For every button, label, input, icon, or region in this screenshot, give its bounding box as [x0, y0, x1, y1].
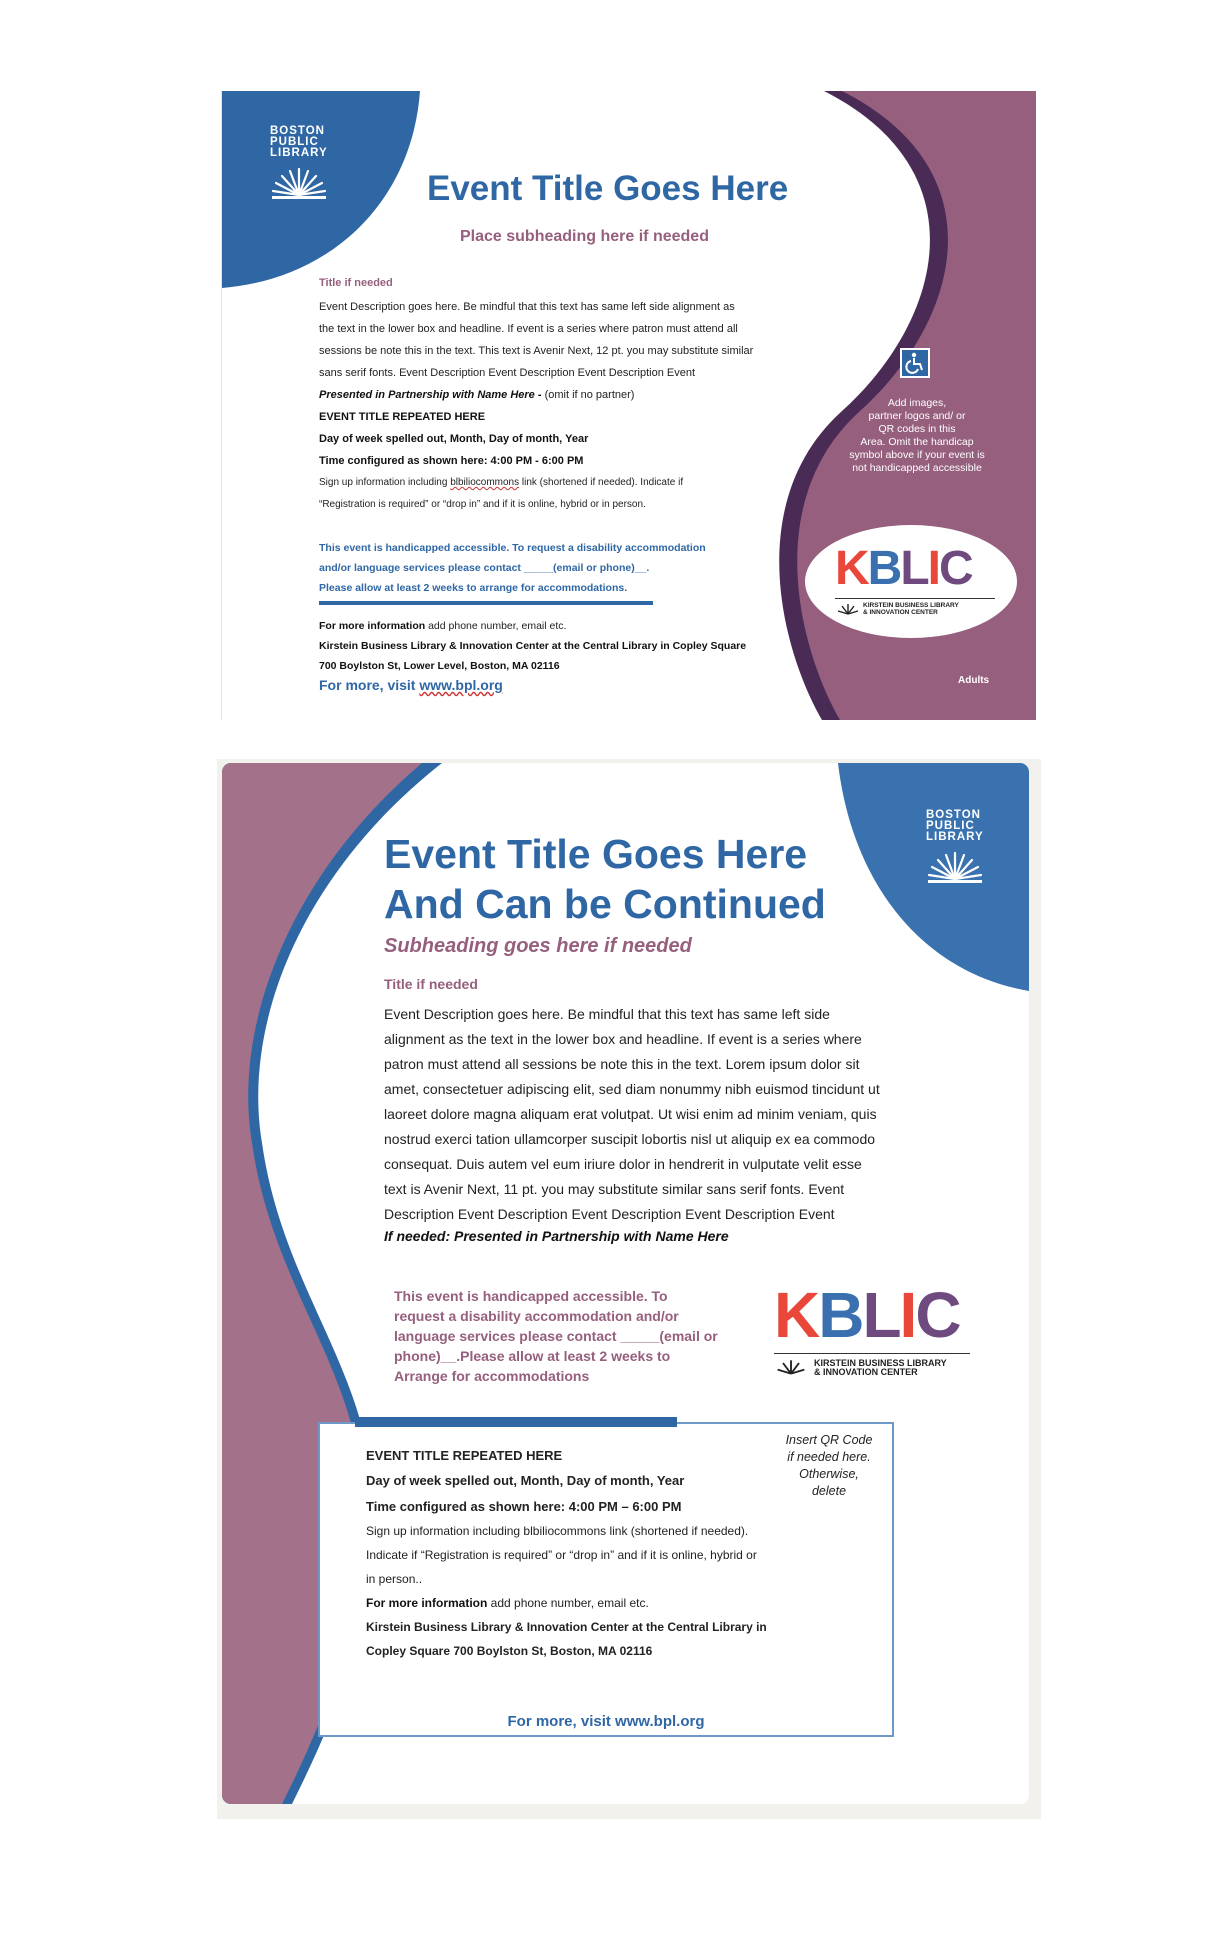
flyer1-partner-line [319, 384, 839, 406]
flyer2-desc-line: text is Avenir Next, 11 pt. you may substitute similar sans serif fonts. Event [384, 1181, 845, 1197]
kblic-logo [835, 542, 972, 595]
flyer2-desc-line: alignment as the text in the lower box and headline. If event is a series where [384, 1031, 862, 1047]
flyer2-description [384, 1002, 929, 1227]
flyer2-desc-line: laoreet dolore magna aliquam erat volutpat. Ut wisi enim ad minim veniam, quis [384, 1106, 877, 1122]
flyer2-location-line2: Copley Square 700 Boylston St, Boston, MA 02116 [366, 1644, 653, 1658]
flyer2-box-accent-bar [355, 1417, 677, 1427]
flyer-portrait [222, 763, 1029, 1804]
flyer2-date-line: Day of week spelled out, Month, Day of month, Year [366, 1473, 685, 1488]
flyer2-signup-line: Sign up information including blbiliocommons link (shortened if needed). [366, 1524, 749, 1538]
kblic-sunburst-icon [776, 1359, 806, 1375]
flyer1-visit-link[interactable]: www.bpl.org [419, 677, 503, 693]
bpl-logo-line2: PUBLIC [270, 136, 319, 148]
flyer2-title-line2: And Can be Continued [384, 881, 826, 927]
flyer1-signup-line [319, 472, 839, 494]
flyer2-location-line1: Kirstein Business Library & Innovation Center at the Central Library in [366, 1620, 767, 1634]
flyer1-subheading: Place subheading here if needed [460, 228, 709, 245]
flyer2-desc-line: patron must attend all sessions be note this in the text. Lorem ipsum dolor sit [384, 1056, 860, 1072]
kblic-subtitle [863, 603, 959, 617]
kblic-letter: C [939, 542, 972, 595]
kblic-logo [774, 1279, 960, 1351]
flyer2-kblic-area [774, 1279, 974, 1383]
wheelchair-accessible-icon [900, 348, 930, 378]
flyer1-note-line: QR codes in this [878, 423, 956, 435]
flyer2-more-info [366, 1594, 836, 1612]
flyer1-signup-post: link (shortened if needed). Indicate if [519, 477, 684, 488]
flyer1-visit-line [319, 677, 503, 693]
flyer1-audience-label: Adults [958, 675, 990, 686]
bpl-logo-line3: LIBRARY [926, 831, 984, 843]
flyer1-desc-line: the text in the lower box and headline. If event is a series where patron must attend all [319, 323, 738, 335]
flyer1-access-line: and/or language services please contact _____(email or phone)__. [319, 562, 650, 574]
flyer2-partner-line: If needed: Presented in Partnership with Name Here [384, 1228, 729, 1244]
flyer1-desc-line: sans serif fonts. Event Description Event Description Event Description Event [319, 367, 696, 379]
kblic-subtitle-line1: KIRSTEIN BUSINESS LIBRARY [863, 602, 959, 609]
flyer2-access-line: language services please contact _____(email or [394, 1328, 718, 1344]
flyer2-desc-line: nostrud exerci tation ullamcorper suscipit lobortis nisl ut aliquip ex ea commodo [384, 1131, 876, 1147]
flyer1-kblic-oval [805, 525, 1017, 638]
flyer1-access-line: Please allow at least 2 weeks to arrange for accommodations. [319, 582, 628, 594]
kblic-letter: K [774, 1279, 819, 1351]
flyer1-signup-link[interactable]: blbiliocommons [450, 477, 520, 488]
flyer2-registration-line2: in person.. [366, 1572, 423, 1586]
flyer1-contact [319, 616, 839, 676]
flyer1-accessibility [319, 538, 839, 598]
flyer-landscape [221, 91, 1036, 720]
flyer2-event-repeat: EVENT TITLE REPEATED HERE [366, 1448, 563, 1463]
flyer1-body [319, 276, 839, 598]
flyer2-event-details-box [318, 1422, 894, 1737]
kblic-letter: C [915, 1279, 960, 1351]
bpl-logo [926, 810, 984, 887]
flyer2-subheading: Subheading goes here if needed [384, 935, 692, 957]
flyer1-section-title: Title if needed [319, 277, 393, 289]
kblic-letter: L [862, 1279, 900, 1351]
bpl-logo-line1: BOSTON [926, 809, 981, 821]
flyer1-divider [319, 601, 653, 605]
flyer1-signup-pre: Sign up information including [319, 477, 451, 488]
flyer2-registration-line: Indicate if “Registration is required” or “drop in” and if it is online, hybrid or [366, 1548, 757, 1562]
kblic-subtitle [814, 1359, 947, 1378]
flyer2-visit-link[interactable]: For more, visit www.bpl.org [507, 1713, 705, 1730]
flyer1-more-info-rest: add phone number, email etc. [425, 620, 567, 632]
flyer2-desc-line: Description Event Description Event Description Event Description Event [384, 1206, 835, 1222]
kblic-subtitle-line2: & INNOVATION CENTER [863, 608, 938, 616]
bpl-logo-line1: BOSTON [270, 125, 325, 137]
flyer1-partner-note: (omit if no partner) [541, 389, 635, 401]
flyer1-visit-pre: For more, visit [319, 677, 420, 693]
bpl-logo [270, 126, 328, 203]
flyer2-desc-line: consequat. Duis autem vel eum iriure dolor in hendrerit in vulputate velit esse [384, 1156, 862, 1172]
flyer2-desc-line: amet, consectetuer adipiscing elit, sed diam nonummy nibh euismod tincidunt ut [384, 1081, 880, 1097]
flyer2-section-title: Title if needed [384, 976, 478, 992]
flyer1-image-area-note [842, 397, 992, 475]
kblic-subtitle-line2: & INNOVATION CENTER [814, 1367, 918, 1378]
flyer1-note-line: partner logos and/ or [868, 410, 966, 422]
bpl-logo-line2: PUBLIC [926, 820, 975, 832]
kblic-letter: B [818, 1279, 863, 1351]
flyer1-more-info [319, 616, 839, 636]
flyer1-date-line: Day of week spelled out, Month, Day of month, Year [319, 433, 589, 445]
flyer2-event-title [384, 829, 864, 929]
flyer2-access-line: This event is handicapped accessible. To [394, 1288, 668, 1304]
flyer2-qr-line: delete [811, 1484, 847, 1498]
flyer2-more-info-rest: add phone number, email etc. [487, 1596, 649, 1610]
flyer2-accessibility [394, 1286, 744, 1386]
flyer2-title-line1: Event Title Goes Here [384, 831, 808, 877]
flyer1-note-line: symbol above if your event is [849, 449, 985, 461]
flyer1-note-line: Add images, [887, 397, 947, 409]
flyer2-time-line: Time configured as shown here: 4:00 PM – 6:00 PM [366, 1499, 682, 1514]
flyer2-access-line: Arrange for accommodations [394, 1368, 590, 1384]
bpl-sunburst-icon [926, 849, 984, 887]
flyer2-qr-line: Otherwise, [799, 1467, 859, 1481]
flyer1-location-line: Kirstein Business Library & Innovation Center at the Central Library in Copley Square [319, 640, 747, 652]
flyer2-access-line: request a disability accommodation and/or [394, 1308, 679, 1324]
kblic-letter: I [899, 1279, 916, 1351]
kblic-rule [835, 598, 995, 599]
flyer1-desc-line: Event Description goes here. Be mindful that this text has same left side alignment as [319, 301, 735, 313]
bpl-sunburst-icon [270, 165, 328, 203]
flyer1-partner-bold: Presented in Partnership with Name Here - [319, 389, 542, 401]
flyer1-more-info-bold: For more information [319, 620, 426, 632]
flyer2-access-line: phone)__.Please allow at least 2 weeks to [394, 1348, 671, 1364]
flyer1-event-title: Event Title Goes Here [427, 169, 789, 208]
kblic-letter: I [927, 542, 940, 595]
flyer1-access-line: This event is handicapped accessible. To request a disability accommodation [319, 542, 706, 554]
flyer2-desc-line: Event Description goes here. Be mindful that this text has same left side [384, 1006, 830, 1022]
kblic-subtitle-line1: KIRSTEIN BUSINESS LIBRARY [814, 1358, 947, 1368]
flyer2-qr-placeholder [774, 1432, 884, 1500]
flyer2-audience-label: Adults [319, 1764, 354, 1776]
kblic-letter: B [867, 542, 901, 595]
flyer1-time-line: Time configured as shown here: 4:00 PM - 6:00 PM [319, 455, 584, 467]
flyer2-more-info-bold: For more information [366, 1596, 488, 1610]
flyer1-desc-line: sessions be note this in the text. This text is Avenir Next, 12 pt. you may substitute similar [319, 345, 754, 357]
flyer1-note-line: not handicapped accessible [852, 462, 982, 474]
kblic-rule [774, 1353, 970, 1354]
kblic-letter: K [835, 542, 868, 595]
bpl-logo-line3: LIBRARY [270, 147, 328, 159]
flyer1-note-line: Area. Omit the handicap [860, 436, 974, 448]
flyer1-description [319, 296, 839, 516]
kblic-letter: L [900, 542, 928, 595]
kblic-sunburst-icon [837, 603, 859, 615]
flyer1-registration-line: “Registration is required” or “drop in” and if it is online, hybrid or in person. [319, 499, 646, 510]
flyer1-address-line: 700 Boylston St, Lower Level, Boston, MA 02116 [319, 660, 560, 672]
flyer2-qr-line: Insert QR Code [785, 1433, 873, 1447]
flyer2-qr-line: if needed here. [787, 1450, 871, 1464]
flyer1-event-repeat: EVENT TITLE REPEATED HERE [319, 411, 486, 423]
